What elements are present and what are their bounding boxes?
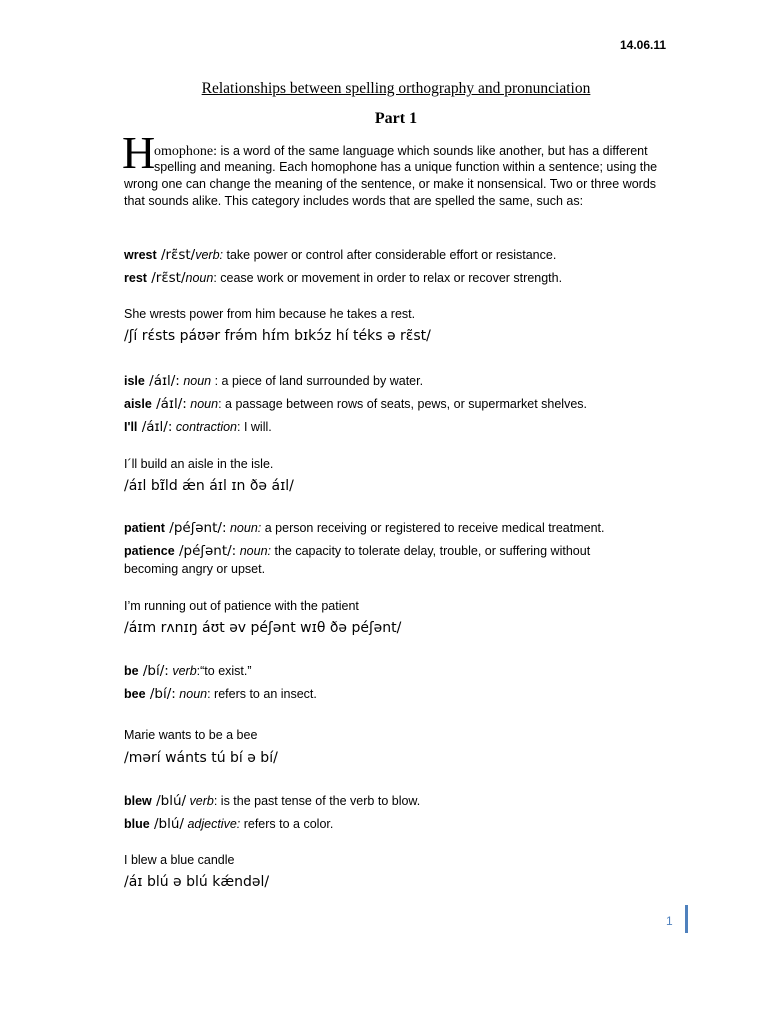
intro-line-2: spelling and meaning. Each homophone has a unique function within a sentence; using the	[154, 160, 658, 174]
entry-patient: patient /péʃənt/: noun: a person receiving or registered to receive medical treatment.	[124, 520, 605, 536]
entry-patience: patience /péʃənt/: noun: the capacity to tolerate delay, trouble, or suffering without	[124, 543, 591, 559]
example-sentence: She wrests power from him because he takes a rest.	[124, 307, 416, 321]
entry-blew: blew /blú/ verb: is the past tense of the verb to blow.	[124, 793, 421, 809]
ipa-transcription: /ʃí rɛ́sts páʊər frə́m hɪ́m bɪkɔ́z hí téks ə rɛ̃st/	[124, 328, 431, 344]
document-date: 14.06.11	[620, 38, 667, 52]
entry-ill: I'll /áɪl/: contraction: I will.	[124, 419, 272, 435]
ipa-transcription: /mərí wánts tú bí ə bí/	[124, 750, 278, 766]
entry-blue: blue /blú/ adjective: refers to a color.	[124, 816, 334, 832]
ipa-transcription: /áɪ blú ə blú kǽndəl/	[124, 874, 270, 890]
entry-bee: bee /bí/: noun: refers to an insect.	[124, 686, 317, 702]
document-title: Relationships between spelling orthography and pronunciation	[201, 80, 591, 97]
drop-cap: H	[122, 127, 156, 178]
example-sentence: Marie wants to be a bee	[124, 728, 258, 742]
entry-patience-continued: becoming angry or upset.	[124, 562, 266, 576]
intro-line-3: wrong one can change the meaning of the sentence, or make it nonsensical. Two or three words	[124, 177, 657, 191]
entry-wrest: wrest /rɛ̃st/verb: take power or control after considerable effort or resistance.	[124, 247, 557, 263]
entry-aisle: aisle /áɪl/: noun: a passage between rows of seats, pews, or supermarket shelves.	[124, 396, 588, 412]
intro-term: omophone:	[154, 144, 217, 159]
entry-be: be /bí/: verb:“to exist.”	[124, 663, 252, 679]
intro-line-1: omophone: is a word of the same language which sounds like another, but has a different	[154, 144, 648, 159]
intro-line-4: that sounds alike. This category includes words that are spelled the same, such as:	[124, 194, 584, 208]
example-sentence: I blew a blue candle	[124, 853, 235, 867]
example-sentence: I´ll build an aisle in the isle.	[124, 457, 274, 471]
page-number: 1	[666, 914, 673, 928]
entry-isle: isle /áɪl/: noun : a piece of land surrounded by water.	[124, 373, 424, 389]
page-number-bar	[685, 905, 688, 933]
entry-rest: rest /rɛ̃st/noun: cease work or movement in order to relax or recover strength.	[124, 270, 563, 286]
ipa-transcription: /áɪl bɪ̃ld ǽn áɪl ɪn ðə áɪl/	[124, 478, 294, 494]
example-sentence: I’m running out of patience with the patient	[124, 599, 359, 613]
part-heading: Part 1	[374, 110, 418, 127]
ipa-transcription: /áɪm rʌnɪŋ áʊt əv péʃənt wɪθ ðə péʃənt/	[124, 620, 402, 636]
